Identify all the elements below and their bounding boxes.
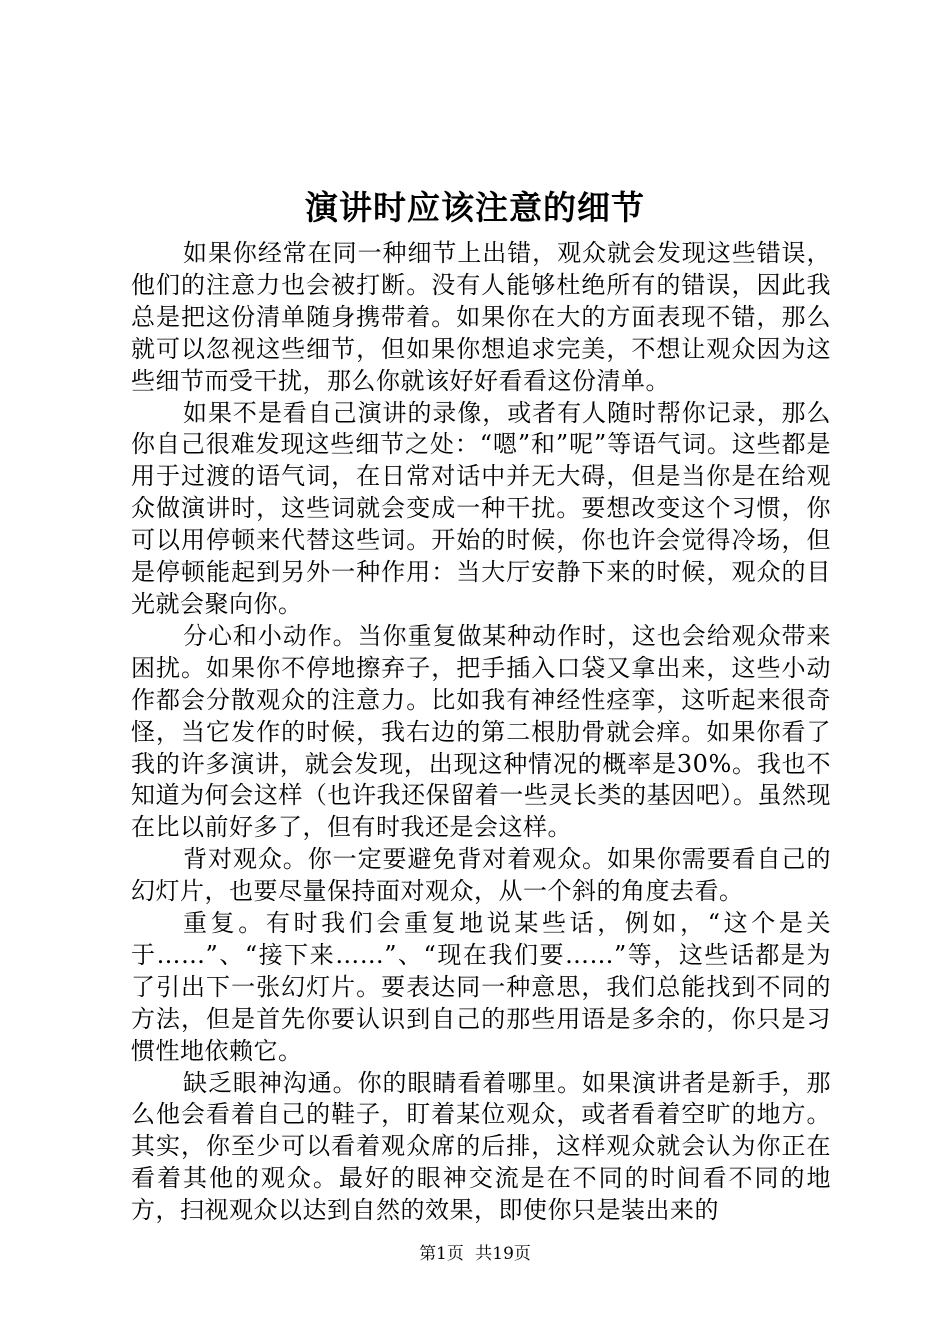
paragraph: 重复。有时我们会重复地说某些话，例如，“这个是关于……”、“接下来……”、“现在我们要……”等，这些话都是为了引出下一张幻灯片。要表达同一种意思，我们总能找到不同的方法，但是首先你要认识到自己的那些用语是多余的，你只是习惯性地依赖它。 bbox=[131, 909, 831, 1065]
paragraph: 缺乏眼神沟通。你的眼睛看着哪里。如果演讲者是新手，那么他会看着自己的鞋子，盯着某位观众，或者看着空旷的地方。其实，你至少可以看着观众席的后排，这样观众就会认为你正在看着其他的观众。最好的眼神交流是在不同的时间看不同的地方，扫视观众以达到自然的效果，即使你只是装出来的 bbox=[131, 1068, 831, 1225]
document-body bbox=[131, 238, 831, 1227]
paragraph: 如果不是看自己演讲的录像，或者有人随时帮你记录，那么你自己很难发现这些细节之处：“嗯”和”呢”等语气词。这些都是用于过渡的语气词，在日常对话中并无大碍，但是当你是在给观众做演讲时，这些词就会变成一种干扰。要想改变这个习惯，你可以用停顿来代替这些词。开始的时候，你也许会觉得冷场，但是停顿能起到另外一种作用：当大厅安静下来的时候，观众的目光就会聚向你。 bbox=[131, 398, 831, 618]
page-number: 第1页 bbox=[419, 1244, 464, 1264]
page-footer bbox=[0, 1242, 950, 1266]
paragraph: 如果你经常在同一种细节上出错，观众就会发现这些错误，他们的注意力也会被打断。没有人能够杜绝所有的错误，因此我总是把这份清单随身携带着。如果你在大的方面表现不错，那么就可以忽视这些细节，但如果你想追求完美，不想让观众因为这些细节而受干扰，那么你就该好好看看这份清单。 bbox=[131, 239, 831, 395]
page-total: 共19页 bbox=[475, 1244, 531, 1264]
document-title: 演讲时应该注意的细节 bbox=[305, 188, 645, 227]
paragraph: 背对观众。你一定要避免背对着观众。如果你需要看自己的幻灯片，也要尽量保持面对观众，从一个斜的角度去看。 bbox=[131, 845, 831, 906]
paragraph: 分心和小动作。当你重复做某种动作时，这也会给观众带来困扰。如果你不停地擦弃子，把手插入口袋又拿出来，这些小动作都会分散观众的注意力。比如我有神经性痉挛，这听起来很奇怪，当它发作的时候，我右边的第二根肋骨就会痒。如果你看了我的许多演讲，就会发现，出现这种情况的概率是30%。我也不知道为何会这样（也许我还保留着一些灵长类的基因吧）。虽然现在比以前好多了，但有时我还是会这样。 bbox=[131, 621, 831, 842]
